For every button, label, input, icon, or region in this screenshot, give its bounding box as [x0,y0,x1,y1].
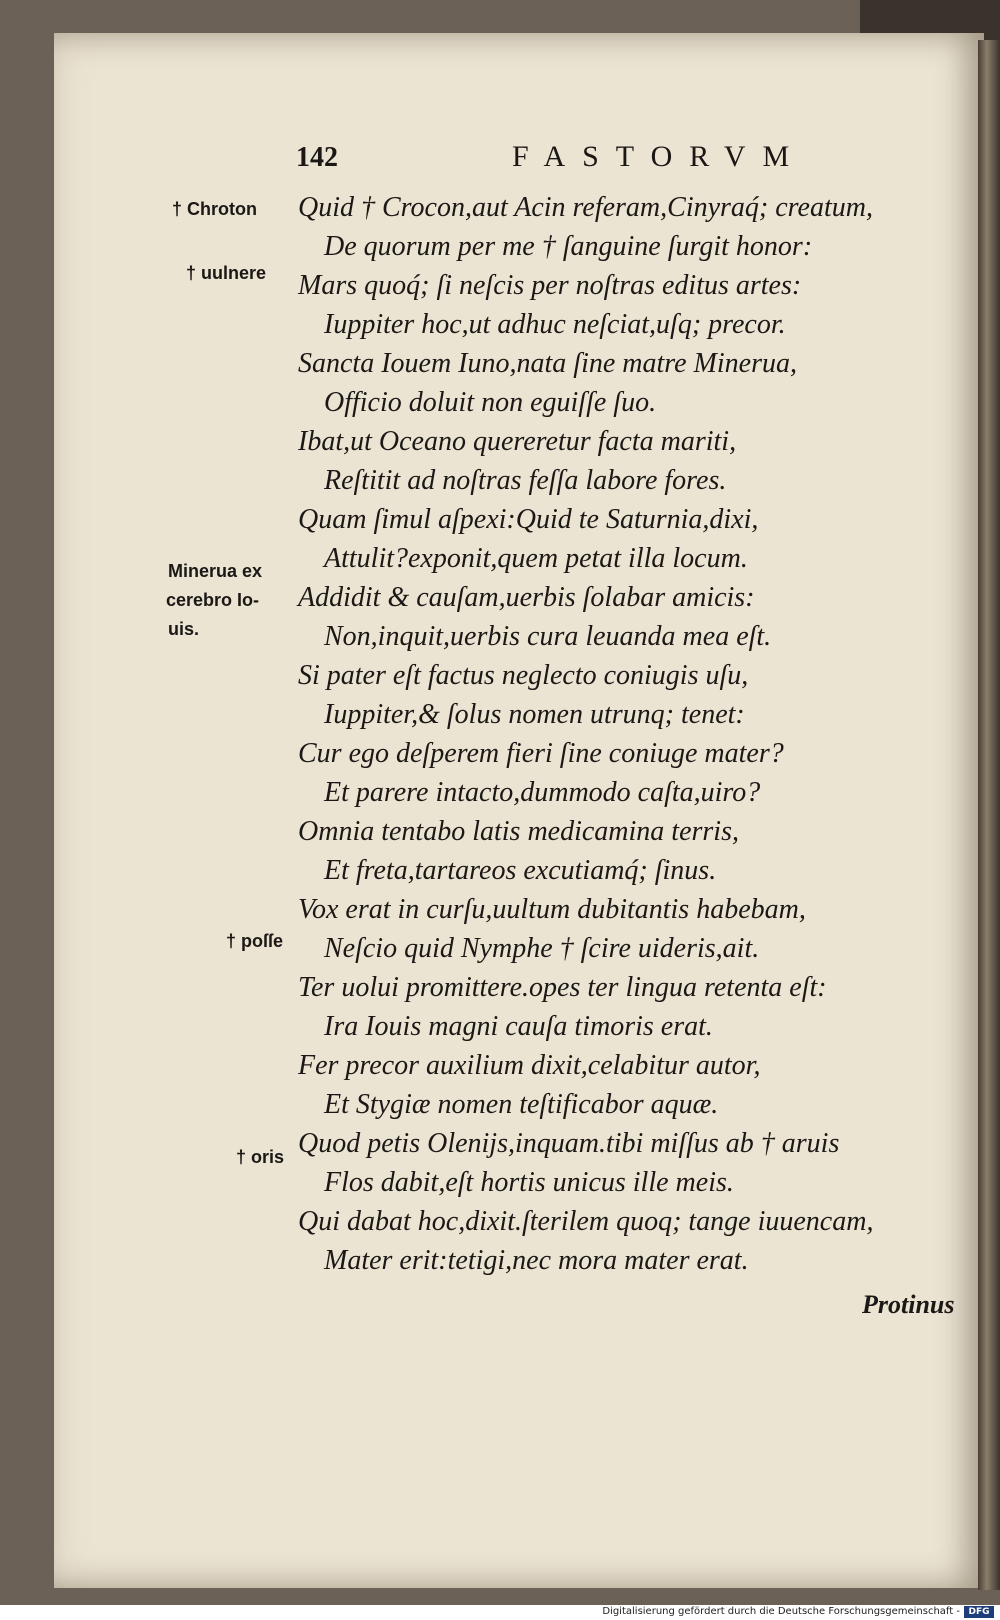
verse-line: Ter uolui promittere.opes ter lingua retenta eſt: [298,972,827,1003]
verse-line: Ira Iouis magni cauſa timoris erat. [324,1011,713,1042]
verse-line: Et parere intacto,dummodo caſta,uiro? [324,777,761,808]
verse-line: Qui dabat hoc,dixit.ſterilem quoq; tange iuuencam, [298,1206,874,1237]
verse-line: Ibat,ut Oceano quereretur facta mariti, [298,426,737,457]
marginal-note-posse: † poſſe [226,931,284,951]
marginal-note-oris: † oris [236,1147,285,1167]
running-head: FASTORVM [512,140,807,173]
verse-line: Vox erat in curſu,uultum dubitantis habebam, [298,894,806,925]
footer-credit: Digitalisierung gefördert durch die Deutsche Forschungsgemeinschaft - [602,1606,960,1617]
verse-line: Addidit & cauſam,uerbis ſolabar amicis: [298,582,755,613]
verse-line: Quid † Crocon,aut Acin referam,Cinyraq́; creatum, [298,192,873,223]
marginal-note-minerua-3: uis. [168,619,200,639]
verse-line: Reſtitit ad noſtras feſſa labore fores. [324,465,727,496]
verse-block [0,188,1000,1280]
marginal-note-minerua-2: cerebro Io- [166,590,260,610]
verse-line: Cur ego deſperem fieri ſine coniuge mater? [298,738,784,769]
verse-line: Quam ſimul aſpexi:Quid te Saturnia,dixi, [298,504,759,535]
verse-line: Neſcio quid Nymphe † ſcire uideris,ait. [324,933,760,964]
verse-line: Et freta,tartareos excutiamq́; ſinus. [324,855,717,886]
page-number: 142 [296,142,338,173]
footer-bar [0,1605,1000,1620]
verse-line: Mars quoq́; ſi neſcis per noſtras editus artes: [298,270,802,301]
verse-line: Attulit?exponit,quem petat illa locum. [324,543,748,574]
marginal-note-uulnere: † uulnere [186,263,267,283]
verse-line: Mater erit:tetigi,nec mora mater erat. [324,1245,749,1276]
verse-line: Quod petis Olenijs,inquam.tibi miſſus ab † aruis [298,1128,840,1159]
verse-line: Officio doluit non eguiſſe ſuo. [324,387,657,418]
verse-line: Flos dabit,eſt hortis unicus ille meis. [324,1167,734,1198]
verse-line: Iuppiter,& ſolus nomen utrunq; tenet: [324,699,745,730]
verse-line: Sancta Iouem Iuno,nata ſine matre Minerua, [298,348,797,379]
verse-line: Non,inquit,uerbis cura leuanda mea eſt. [324,621,772,652]
marginal-note-minerua-1: Minerua ex [168,561,263,581]
verse-line: De quorum per me † ſanguine ſurgit honor: [324,231,813,262]
dfg-logo: DFG [964,1606,994,1618]
verse-line: Omnia tentabo latis medicamina terris, [298,816,739,847]
verse-line: Et Stygiæ nomen teſtificabor aquæ. [324,1089,719,1120]
verse-line: Fer precor auxilium dixit,celabitur autor, [298,1050,761,1081]
verse-line: Si pater eſt factus neglecto coniugis uſu, [298,660,749,691]
catchword: Protinus [862,1290,955,1319]
marginal-note-chroton: † Chroton [172,199,257,219]
verse-line: Iuppiter hoc,ut adhuc neſciat,uſq; precor. [324,309,786,340]
